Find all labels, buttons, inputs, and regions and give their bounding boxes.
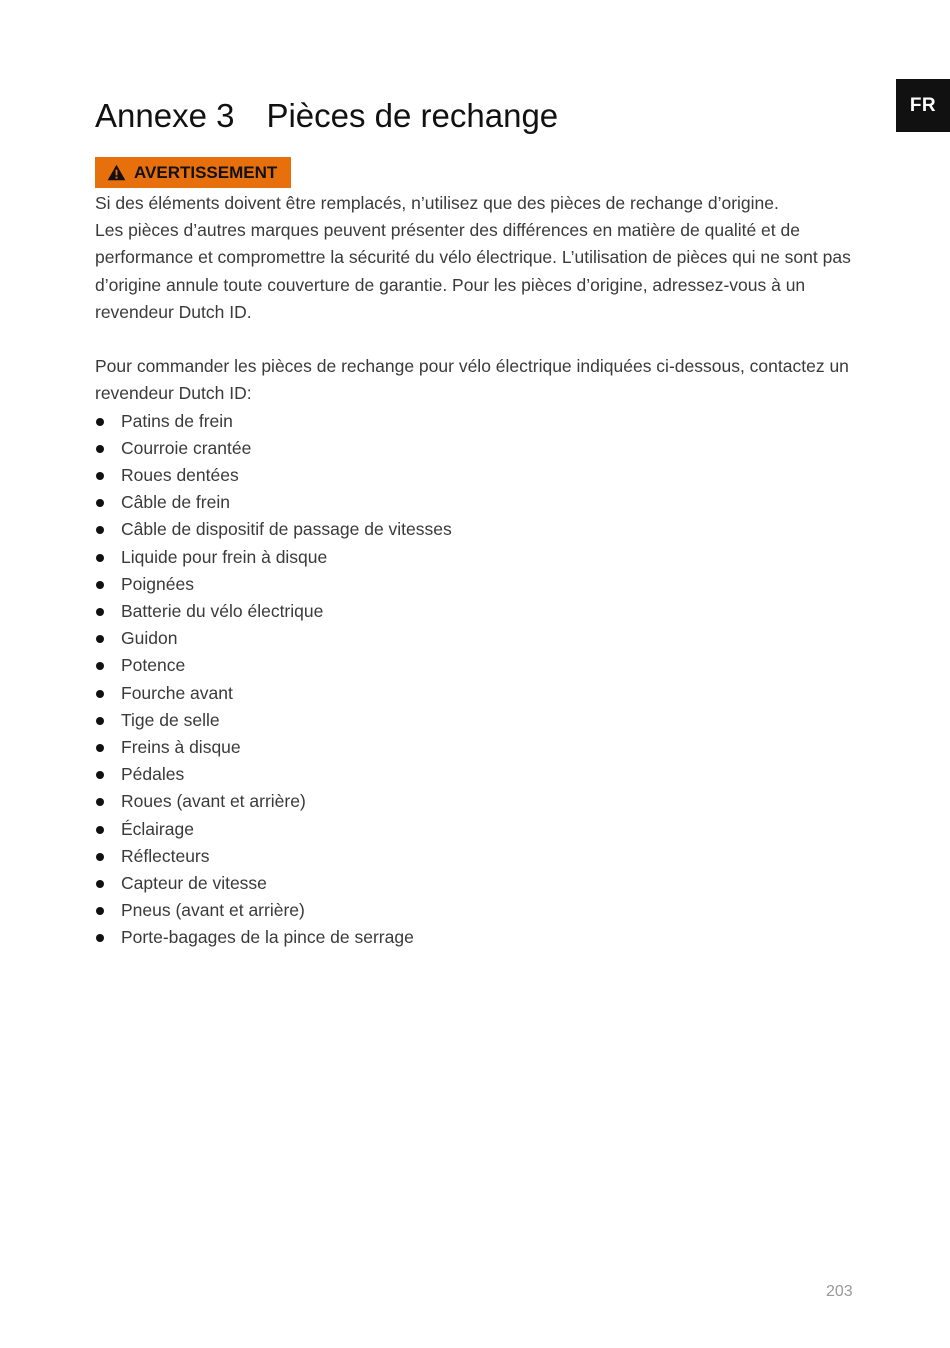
bullet-icon xyxy=(96,744,104,752)
list-item xyxy=(95,734,855,761)
page-content xyxy=(95,190,855,952)
bullet-icon xyxy=(96,526,104,534)
bullet-icon xyxy=(96,499,104,507)
list-item xyxy=(95,571,855,598)
list-item-label: Tige de selle xyxy=(121,709,220,730)
list-item-label: Liquide pour frein à disque xyxy=(121,546,328,567)
parts-list xyxy=(95,408,855,952)
bullet-icon xyxy=(96,581,104,589)
list-item xyxy=(95,598,855,625)
bullet-icon xyxy=(96,853,104,861)
paragraph-spacer xyxy=(95,326,855,353)
bullet-icon xyxy=(96,690,104,698)
list-item-label: Roues (avant et arrière) xyxy=(121,791,306,812)
list-item xyxy=(95,516,855,543)
bullet-icon xyxy=(96,798,104,806)
list-item-label: Pneus (avant et arrière) xyxy=(121,900,305,921)
list-item xyxy=(95,897,855,924)
list-item xyxy=(95,680,855,707)
bullet-icon xyxy=(96,554,104,562)
list-item xyxy=(95,788,855,815)
list-item-label: Pédales xyxy=(121,764,185,785)
list-item xyxy=(95,462,855,489)
list-item xyxy=(95,707,855,734)
details-paragraph: Les pièces d’autres marques peuvent présenter des différences en matière de qualité et de performance et compromettre la sécurité du vélo électrique. L’utilisation de pièces qui ne sont pas d’origine annule toute couverture de garantie. Pour les pièces d’origine, adressez-vous à un revendeur Dutch ID. xyxy=(95,220,851,322)
bullet-icon xyxy=(96,472,104,480)
warning-badge xyxy=(95,157,291,188)
warning-text: Si des éléments doivent être remplacés, n’utilisez que des pièces de rechange d’origine. xyxy=(95,193,779,213)
list-item-label: Réflecteurs xyxy=(121,845,210,866)
list-item xyxy=(95,544,855,571)
bullet-icon xyxy=(96,635,104,643)
bullet-icon xyxy=(96,934,104,942)
intro-paragraph: Pour commander les pièces de rechange pour vélo électrique indiquées ci-dessous, contactez un revendeur Dutch ID: xyxy=(95,356,849,404)
bullet-icon xyxy=(96,880,104,888)
list-item xyxy=(95,924,855,951)
bullet-icon xyxy=(96,418,104,426)
list-item xyxy=(95,435,855,462)
list-item-label: Courroie crantée xyxy=(121,437,252,458)
page-title xyxy=(95,95,558,137)
list-item xyxy=(95,408,855,435)
list-item xyxy=(95,870,855,897)
list-item xyxy=(95,816,855,843)
page-number: 203 xyxy=(826,1283,853,1300)
list-item-label: Capteur de vitesse xyxy=(121,873,267,894)
warning-label: AVERTISSEMENT xyxy=(134,162,278,182)
bullet-icon xyxy=(96,826,104,834)
list-item xyxy=(95,625,855,652)
list-item-label: Roues dentées xyxy=(121,465,239,486)
annex-number: Annexe 3 xyxy=(95,97,235,134)
list-item-label: Fourche avant xyxy=(121,682,233,703)
bullet-icon xyxy=(96,662,104,670)
bullet-icon xyxy=(96,907,104,915)
list-item xyxy=(95,761,855,788)
bullet-icon xyxy=(96,608,104,616)
list-item-label: Patins de frein xyxy=(121,410,233,431)
list-item-label: Potence xyxy=(121,655,186,676)
list-item-label: Câble de dispositif de passage de vitesses xyxy=(121,519,452,540)
list-item xyxy=(95,489,855,516)
list-item-label: Porte-bagages de la pince de serrage xyxy=(121,927,414,948)
annex-title: Pièces de rechange xyxy=(266,97,559,134)
list-item xyxy=(95,652,855,679)
list-item-label: Câble de frein xyxy=(121,492,230,513)
list-item xyxy=(95,843,855,870)
bullet-icon xyxy=(96,717,104,725)
warning-triangle-icon xyxy=(107,164,126,181)
list-item-label: Guidon xyxy=(121,628,178,649)
bullet-icon xyxy=(96,771,104,779)
list-item-label: Batterie du vélo électrique xyxy=(121,601,324,622)
language-tab: FR xyxy=(896,79,950,132)
list-item-label: Poignées xyxy=(121,573,194,594)
list-item-label: Éclairage xyxy=(121,818,194,839)
list-item-label: Freins à disque xyxy=(121,737,241,758)
bullet-icon xyxy=(96,445,104,453)
